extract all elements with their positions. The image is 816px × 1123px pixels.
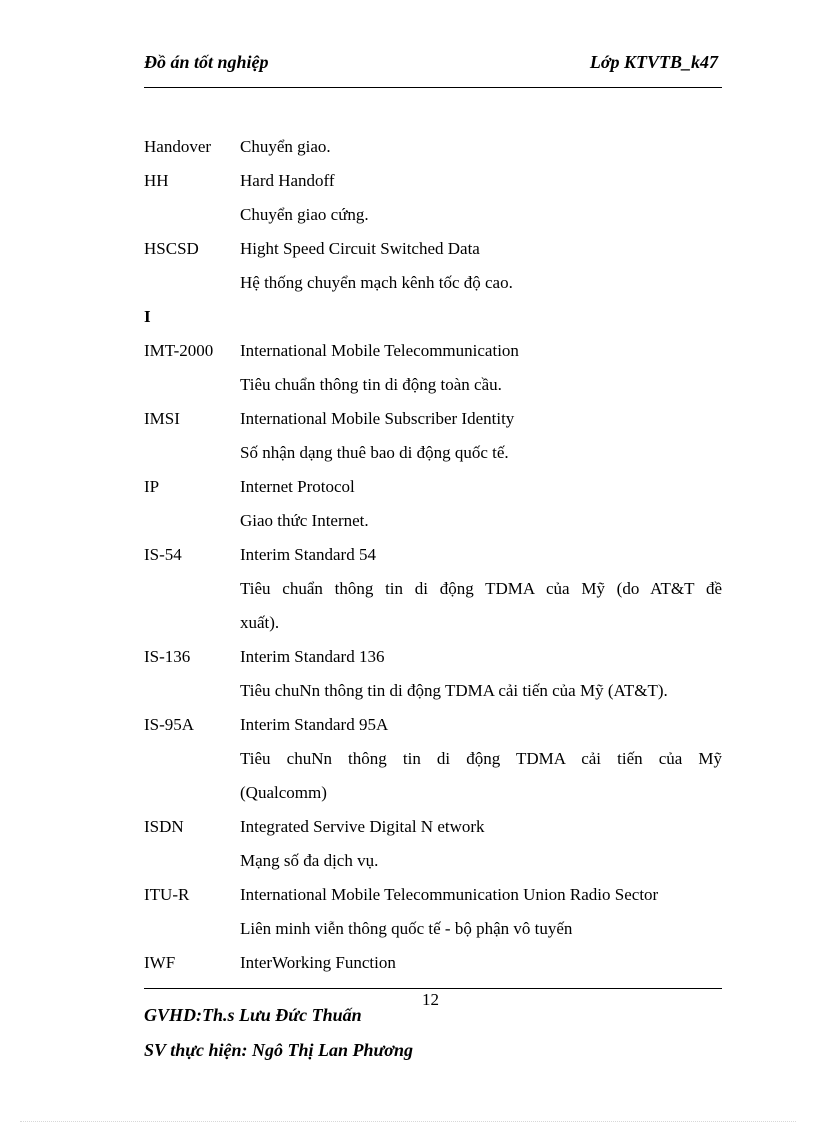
glossary-line xyxy=(144,266,722,300)
glossary-definition: Tiêu chuNn thông tin di động TDMA cải tiến của Mỹ xyxy=(240,749,722,768)
glossary-term: HSCSD xyxy=(144,239,199,258)
glossary-line xyxy=(144,708,722,742)
glossary-definition: InterWorking Function xyxy=(240,953,396,972)
glossary-line xyxy=(144,334,722,368)
glossary-term: Handover xyxy=(144,137,212,156)
glossary-line xyxy=(144,130,722,164)
glossary-line xyxy=(144,470,722,504)
glossary-line xyxy=(144,368,722,402)
footer-student: SV thực hiện: Ngô Thị Lan Phương xyxy=(144,1040,413,1060)
footer-divider xyxy=(144,988,722,989)
glossary-line xyxy=(144,844,722,878)
glossary-line xyxy=(144,402,722,436)
footer-supervisor: GVHD:Th.s Lưu Đức Thuấn xyxy=(144,1005,362,1025)
glossary-term: IS-136 xyxy=(144,647,191,666)
glossary-definition: Số nhận dạng thuê bao di động quốc tế. xyxy=(240,443,509,462)
header-document-title: Đồ án tốt nghiệp xyxy=(144,52,269,72)
glossary-line xyxy=(144,572,722,606)
glossary-definition: Hard Handoff xyxy=(240,171,335,190)
glossary-line xyxy=(144,878,722,912)
glossary-line xyxy=(144,164,722,198)
glossary-definition: Chuyển giao. xyxy=(240,137,331,156)
glossary-term: IS-54 xyxy=(144,545,182,564)
glossary-term: ITU-R xyxy=(144,885,190,904)
glossary-term: IP xyxy=(144,477,160,496)
page-header xyxy=(144,50,722,82)
glossary-line xyxy=(144,538,722,572)
glossary-term: IMT-2000 xyxy=(144,341,214,360)
glossary-line xyxy=(144,198,722,232)
glossary-line xyxy=(144,674,722,708)
glossary-definition: Interim Standard 54 xyxy=(240,545,376,564)
glossary-line xyxy=(144,742,722,776)
glossary-definition: Tiêu chuẩn thông tin di động TDMA của Mỹ (do AT&T đề xyxy=(240,579,722,598)
glossary-line xyxy=(144,606,722,640)
glossary-definition: Interim Standard 136 xyxy=(240,647,385,666)
glossary-definition: Tiêu chuẩn thông tin di động toàn cầu. xyxy=(240,375,502,394)
glossary-definition: International Mobile Telecommunication Union Radio Sector xyxy=(240,885,659,904)
glossary-definition: Tiêu chuNn thông tin di động TDMA cải tiến của Mỹ (AT&T). xyxy=(240,681,668,700)
glossary-definition: Hệ thống chuyển mạch kênh tốc độ cao. xyxy=(240,273,513,292)
glossary-definition: Chuyển giao cứng. xyxy=(240,205,369,224)
glossary-line xyxy=(144,776,722,810)
glossary-term: ISDN xyxy=(144,817,184,836)
glossary-term: HH xyxy=(144,171,169,190)
glossary-definition: Giao thức Internet. xyxy=(240,511,369,530)
glossary-line xyxy=(144,504,722,538)
glossary-line xyxy=(144,810,722,844)
glossary-definition: Interim Standard 95A xyxy=(240,715,389,734)
glossary-definition: (Qualcomm) xyxy=(240,783,327,802)
glossary-definition: Integrated Servive Digital N etwork xyxy=(240,817,485,836)
header-divider xyxy=(144,87,722,88)
glossary-line xyxy=(144,912,722,946)
abbreviation-glossary xyxy=(144,130,722,980)
glossary-section-letter: I xyxy=(144,307,151,326)
page-number: 12 xyxy=(422,990,439,1009)
glossary-definition: International Mobile Subscriber Identity xyxy=(240,409,515,428)
page-bottom-dotted-edge xyxy=(20,1121,796,1122)
glossary-definition: Mạng số đa dịch vụ. xyxy=(240,851,379,870)
glossary-term: IMSI xyxy=(144,409,180,428)
glossary-line xyxy=(144,232,722,266)
glossary-definition: xuất). xyxy=(240,613,280,632)
glossary-definition: International Mobile Telecommunication xyxy=(240,341,519,360)
glossary-line xyxy=(144,946,722,980)
glossary-term: IS-95A xyxy=(144,715,195,734)
glossary-definition: Liên minh viễn thông quốc tế - bộ phận vô tuyến xyxy=(240,919,573,938)
glossary-definition: Internet Protocol xyxy=(240,477,355,496)
glossary-line xyxy=(144,436,722,470)
glossary-section-heading xyxy=(144,300,722,334)
glossary-line xyxy=(144,640,722,674)
glossary-term: IWF xyxy=(144,953,176,972)
header-class-label: Lớp KTVTB_k47 xyxy=(589,52,718,72)
glossary-definition: Hight Speed Circuit Switched Data xyxy=(240,239,480,258)
